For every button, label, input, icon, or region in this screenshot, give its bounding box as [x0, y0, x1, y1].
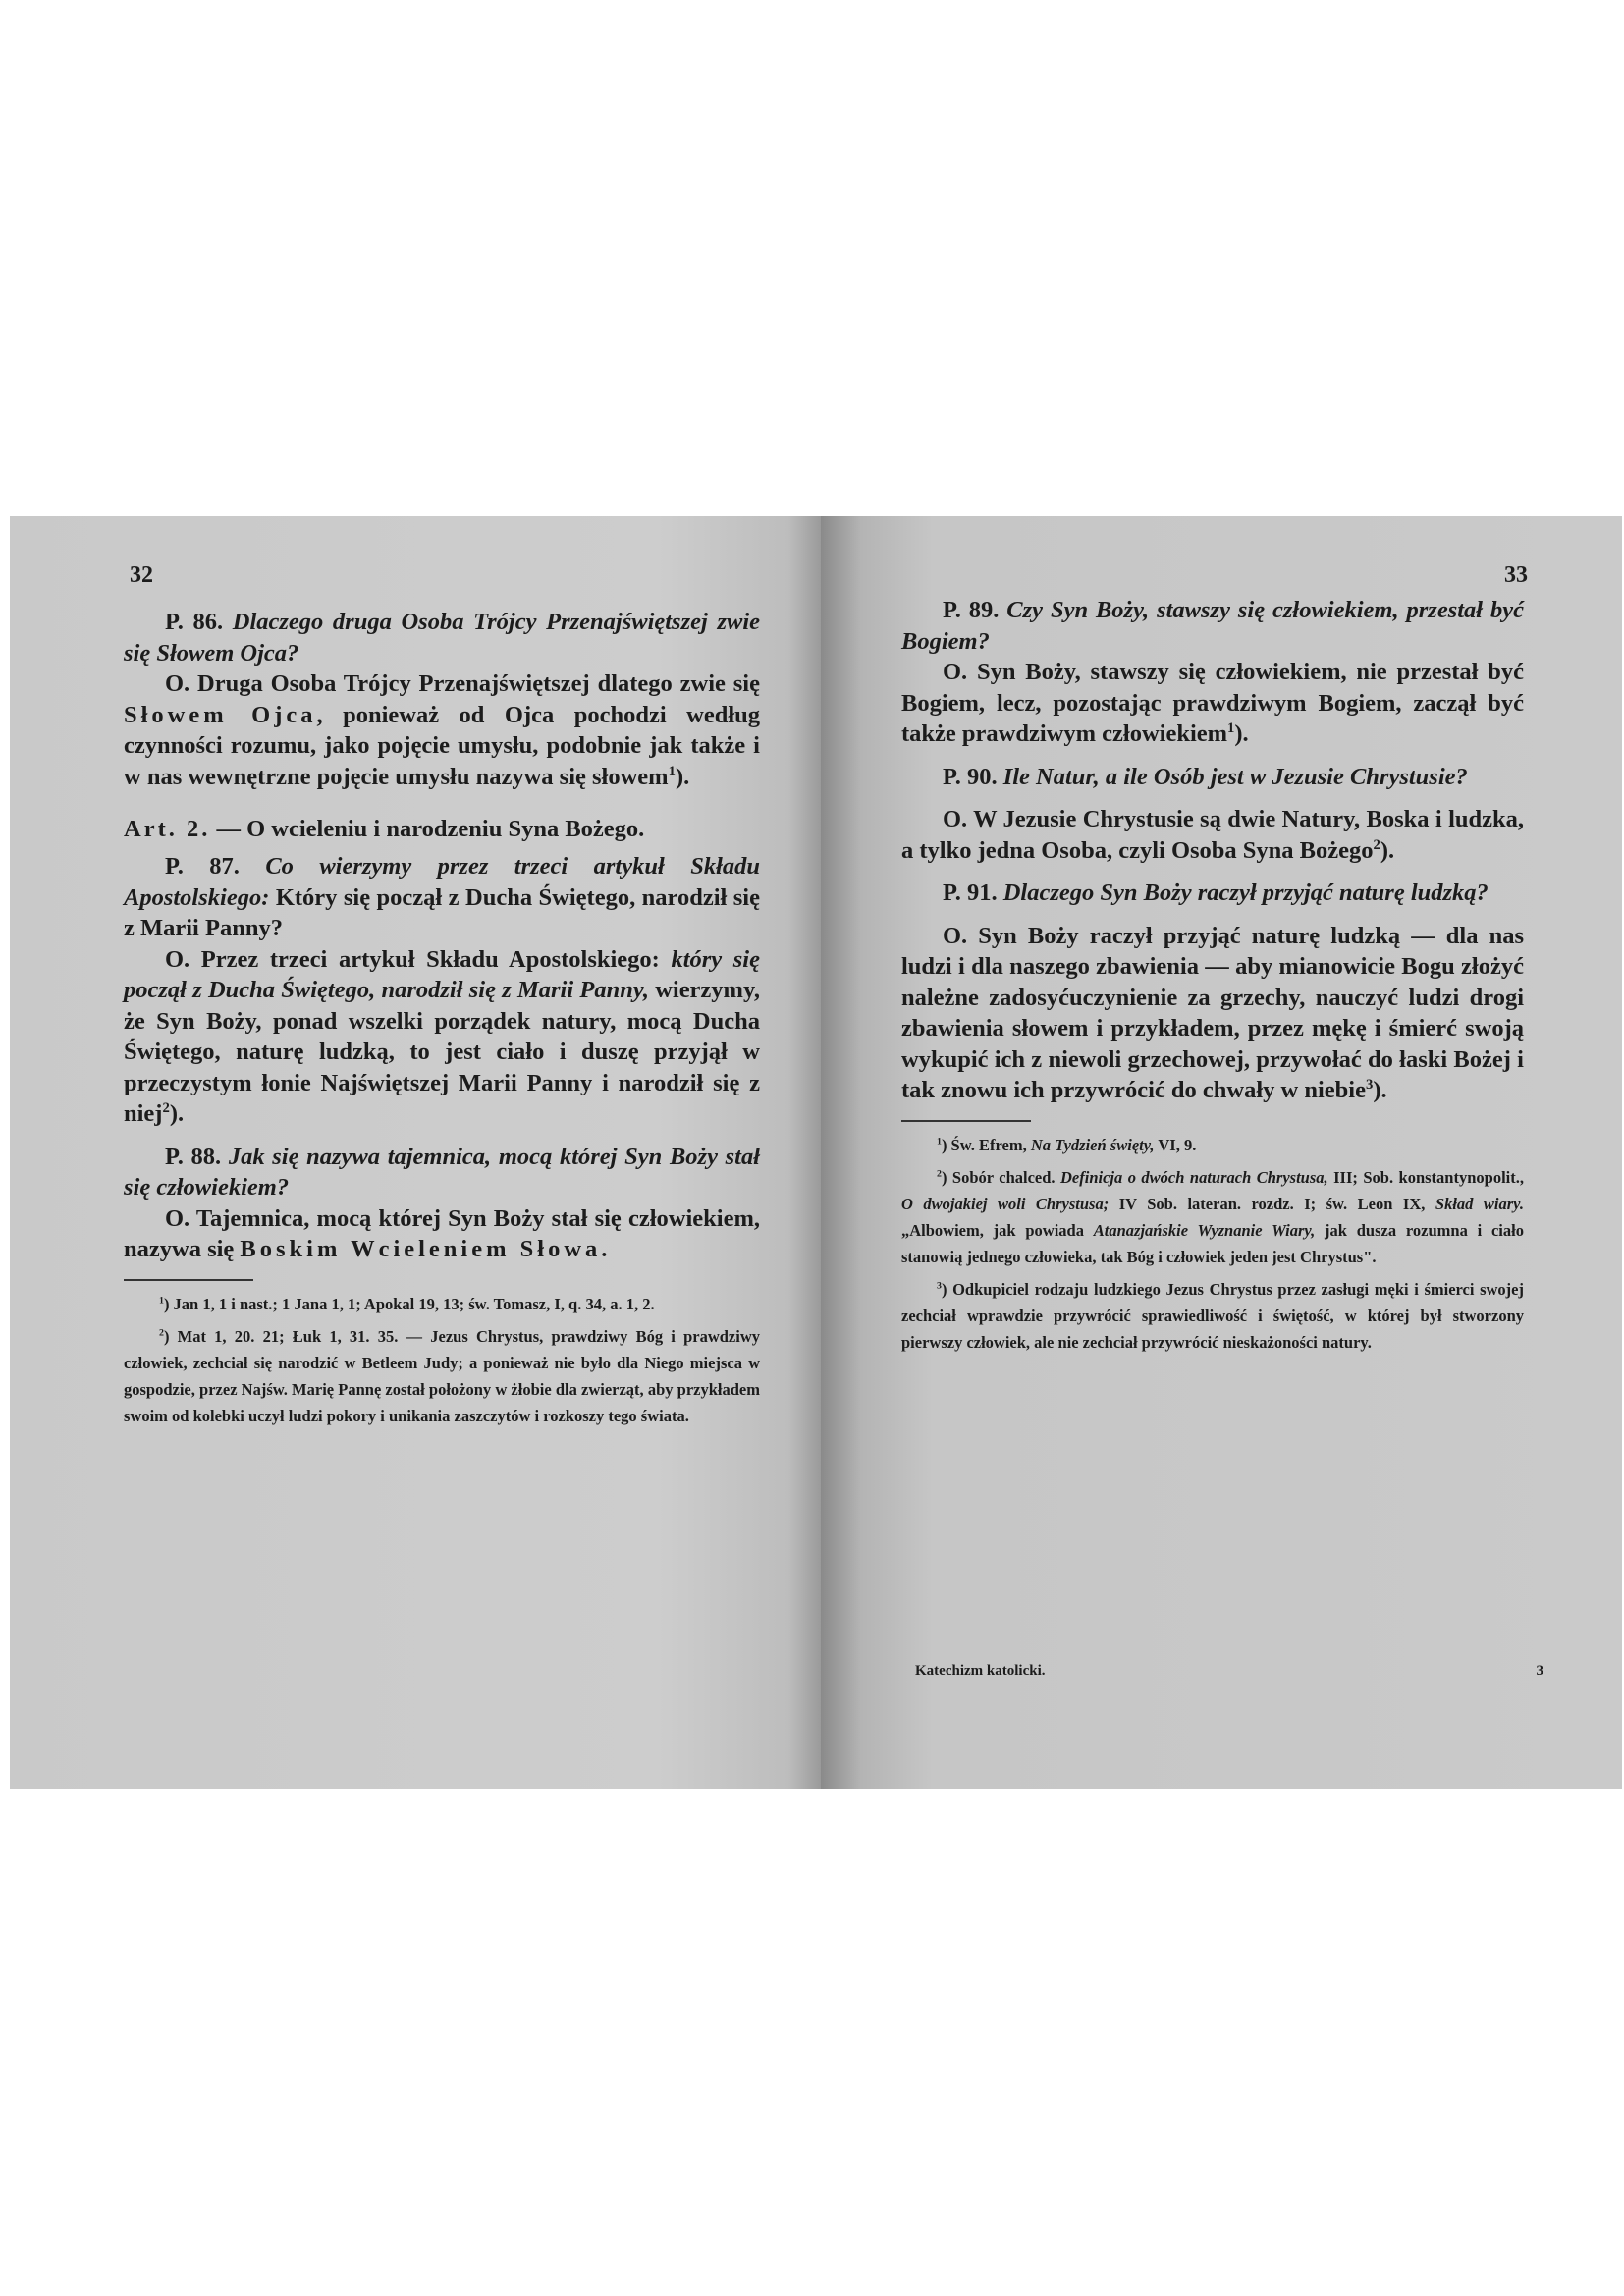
answer-end: ). — [1380, 836, 1395, 864]
footnote-text-cont: jak dusza rozumna i ciało stanowią jednego człowieka, tak Bóg i człowiek jeden jest Chrystus". — [901, 1220, 1524, 1266]
answer-90 — [901, 804, 1524, 866]
question-number: P. 86. — [165, 609, 224, 635]
answer-text-cont: wierzymy, że Syn Boży, ponad wszelki porządek natury, mocą Ducha Świętego, naturę ludzką, to jest ciało i duszę przyjął w przeczystym łonie Najświętszej Marii Panny i narodził się z niej — [124, 977, 760, 1127]
footnote-1 — [124, 1291, 760, 1317]
question-90 — [901, 762, 1524, 793]
footnote-text-cont: IV Sob. lateran. rozdz. I; św. Leon IX, — [1109, 1194, 1435, 1213]
question-86 — [124, 607, 760, 668]
question-text: Co wierzymy przez trzeci artykuł Składu Apostolskiego: — [124, 853, 761, 911]
footnote-1 — [901, 1132, 1524, 1158]
answer-italic: który się począł z Ducha Świętego, narodził się z Marii Panny, — [124, 945, 760, 1003]
footnote-2 — [901, 1164, 1524, 1270]
footnote-2 — [124, 1323, 760, 1429]
footnote-italic: O dwojakiej woli Chrystusa; — [901, 1194, 1110, 1213]
footnote-ref: 1 — [668, 763, 676, 779]
footnote-divider — [124, 1279, 253, 1281]
answer-88 — [124, 1203, 760, 1265]
left-footnotes — [124, 1291, 760, 1429]
question-number: P. 91. — [943, 880, 998, 906]
answer-89 — [901, 657, 1524, 750]
footnote-ref: 2 — [162, 1099, 170, 1116]
footnote-italic: Definicja o dwóch naturach Chrystusa, — [1060, 1167, 1328, 1187]
footnote-mark: 1 — [937, 1136, 942, 1147]
question-text: Dlaczego Syn Boży raczył przyjąć naturę ludzką? — [1002, 880, 1489, 906]
footnote-divider — [901, 1120, 1031, 1122]
right-footnotes — [901, 1132, 1524, 1356]
question-89 — [901, 595, 1524, 657]
question-text: Dlaczego druga Osoba Trójcy Przenajświętszej zwie się Słowem Ojca? — [124, 609, 760, 667]
footnote-text: ) Odkupiciel rodzaju ludzkiego Jezus Chrystus przez zasługi męki i śmierci swojej zechciał wprawdzie przywrócić sprawiedliwość i świętość, w której był stworzony pierwszy człowiek, ale nie zechciał przywrócić nieskażoności natury. — [901, 1279, 1524, 1352]
footnote-text-cont: VI, 9. — [1154, 1135, 1197, 1154]
right-page — [821, 516, 1622, 1789]
question-text: Ile Natur, a ile Osób jest w Jezusie Chrystusie? — [1002, 763, 1468, 790]
question-number: P. 89. — [943, 597, 1000, 623]
page-number-left: 32 — [130, 562, 153, 588]
answer-end: ). — [1234, 721, 1249, 747]
footnote-ref: 1 — [1227, 720, 1235, 736]
question-text-plain: Który się począł z Ducha Świętego, narodził się z Marii Panny? — [124, 883, 760, 941]
answer-text: O. Syn Boży, stawszy się człowiekiem, nie przestał być Bogiem, lecz, pozostając prawdziwym Bogiem, zaczął być także prawdziwym człowiekiem — [901, 659, 1524, 747]
section-heading — [124, 814, 760, 845]
footnote-text: ) Jan 1, 1 i nast.; 1 Jana 1, 1; Apokal 19, 13; św. Tomasz, I, q. 34, a. 1, 2. — [163, 1294, 655, 1313]
footnote-text-cont: „Albowiem, jak powiada — [901, 1220, 1094, 1240]
answer-end: ). — [675, 763, 690, 790]
footnote-text: ) Św. Efrem, — [941, 1135, 1031, 1154]
answer-end: ). — [1373, 1077, 1387, 1103]
footnote-italic: Na Tydzień święty, — [1030, 1135, 1155, 1154]
question-91 — [901, 878, 1524, 909]
section-title: — O wcieleniu i narodzeniu Syna Bożego. — [210, 816, 645, 842]
answer-text: O. Przez trzeci artykuł Składu Apostolskiego: — [165, 945, 672, 973]
question-text: Czy Syn Boży, stawszy się człowiekiem, przestał być Bogiem? — [901, 597, 1524, 655]
footnote-3 — [901, 1276, 1524, 1356]
answer-text: O. Syn Boży raczył przyjąć naturę ludzką — dla nas ludzi i dla naszego zbawienia — aby mianowicie Bogu złożyć należne zadosyćuczynienie za grzechy, nauczyć ludzi drogi zbawienia słowem i przykładem, przez mękę i śmierć swoją wykupić ich z niewoli grzechowej, przywołać do łaski Bożej i tak znowu ich przywrócić do chwały w niebie — [901, 922, 1524, 1103]
answer-text-cont: , ponieważ od Ojca pochodzi według czynności rozumu, jako pojęcie umysłu, podobnie jak także i w nas wewnętrzne pojęcie umysłu nazywa się słowem — [124, 701, 761, 790]
signature-mark: 3 — [1536, 1663, 1543, 1679]
footnote-mark: 1 — [159, 1295, 164, 1306]
signature-line — [915, 1663, 1543, 1680]
left-body — [124, 607, 760, 1265]
footnote-text-cont: III; Sob. konstantynopolit., — [1327, 1167, 1524, 1187]
footnote-italic: Skład wiary. — [1435, 1194, 1525, 1213]
answer-text: O. Druga Osoba Trójcy Przenajświętszej dlatego zwie się — [165, 670, 760, 697]
answer-end: . — [601, 1236, 608, 1262]
right-body — [901, 595, 1524, 1106]
footnote-italic: Atanazjańskie Wyznanie Wiary, — [1093, 1220, 1316, 1240]
answer-87 — [124, 944, 760, 1130]
book-spread — [10, 516, 1622, 1789]
footnote-mark: 2 — [937, 1168, 942, 1179]
left-page — [10, 516, 821, 1789]
section-art-label: Art. 2. — [124, 816, 211, 842]
page-number-right: 33 — [1504, 562, 1528, 588]
question-number: P. 90. — [943, 763, 998, 790]
footnote-text: ) Sobór chalced. — [941, 1167, 1060, 1187]
spaced-term: Boskim Wcieleniem Słowa — [240, 1236, 602, 1262]
footnote-mark: 2 — [159, 1327, 164, 1338]
question-88 — [124, 1142, 760, 1203]
signature-title: Katechizm katolicki. — [915, 1663, 1046, 1679]
answer-end: ). — [169, 1100, 185, 1127]
question-87 — [124, 851, 760, 944]
answer-text: O. W Jezusie Chrystusie są dwie Natury, Boska i ludzka, a tylko jedna Osoba, czyli Osoba Syna Bożego — [901, 806, 1524, 864]
question-number: P. 87. — [165, 853, 240, 880]
spaced-term: Słowem Ojca — [124, 701, 317, 728]
answer-text: O. Tajemnica, mocą której Syn Boży stał się człowiekiem, nazywa się — [124, 1204, 760, 1262]
footnote-ref: 2 — [1373, 836, 1380, 853]
answer-91 — [901, 921, 1524, 1106]
footnote-text: ) Mat 1, 20. 21; Łuk 1, 31. 35. — Jezus Chrystus, prawdziwy Bóg i prawdziwy człowiek, zechciał się narodzić w Betleem Judy; a ponieważ nie było dla Niego miejsca w gospodzie, przez Najśw. Marię Pannę został położony w żłobie dla zwierząt, aby przykładem swoim od kolebki uczył ludzi pokory i unikania zaszczytów i rozkoszy tego świata. — [124, 1326, 760, 1425]
question-text: Jak się nazywa tajemnica, mocą której Syn Boży stał się człowiekiem? — [124, 1143, 761, 1201]
footnote-mark: 3 — [937, 1280, 942, 1291]
question-number: P. 88. — [165, 1143, 222, 1170]
footnote-ref: 3 — [1365, 1076, 1374, 1093]
answer-86 — [124, 668, 760, 792]
